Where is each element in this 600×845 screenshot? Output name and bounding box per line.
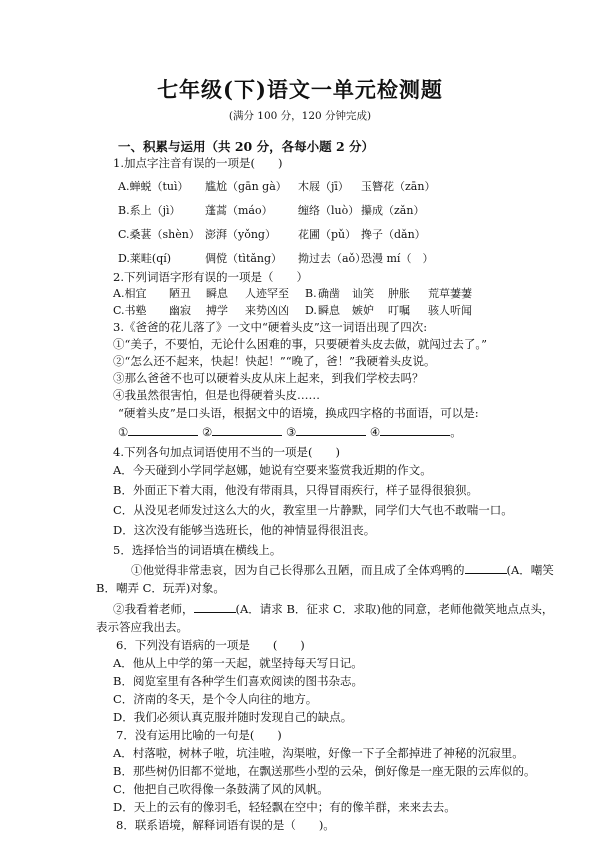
blank-label: ③ bbox=[285, 425, 297, 439]
q2-word: 瞬息 bbox=[206, 287, 228, 300]
q1-option-c-4: 搀子（dǎn） bbox=[361, 228, 426, 241]
q4-option-a: A．今天碰到小学同学赵娜，她说有空要来鉴赏我近期的作文。 bbox=[113, 463, 432, 477]
q4-option-b: B．外面正下着大雨，他没有带雨具，只得冒雨疾行，样子显得很狼狈。 bbox=[113, 483, 478, 497]
q1-option-b-4: 攥成（zǎn） bbox=[361, 204, 425, 217]
q8-stem: 8．联系语境，解释词语有误的是（ )。 bbox=[116, 818, 335, 832]
q1-option-c-2: 澎湃（yǒng） bbox=[205, 228, 276, 241]
q1-stem: 1.加点字注音有误的一项是( ) bbox=[113, 156, 283, 170]
q7-option-b: B．那些树仍旧都不觉地，在飘送那些小型的云朵，倒好像是一座无限的云库似的。 bbox=[113, 764, 536, 778]
q2-word: 搏学 bbox=[206, 304, 228, 317]
q5-sentence-2-cont: 表示答应我出去。 bbox=[96, 620, 188, 634]
q4-stem: 4.下列各句加点词语使用不当的一项是( ) bbox=[113, 445, 340, 459]
answer-blank[interactable] bbox=[194, 601, 236, 613]
section-heading: 一、积累与运用（共 20 分，各每小题 2 分） bbox=[118, 139, 375, 154]
q2-word: 陋丑 bbox=[169, 287, 191, 300]
q5-s2-text: ②我看着老师， bbox=[113, 602, 194, 616]
q5-sentence-1-cont: B．嘲弄 C．玩弄)对象。 bbox=[96, 581, 225, 595]
page-subtitle: (满分 100 分，120 分钟完成) bbox=[228, 110, 372, 122]
q7-option-d: D．天上的云有的像羽毛，轻轻飘在空中；有的像羊群，来来去去。 bbox=[113, 800, 456, 814]
q3-stem: 3.《爸爸的花儿落了》一文中“硬着头皮”这一词语出现了四次: bbox=[113, 320, 428, 334]
q2-word: 幽寂 bbox=[169, 304, 191, 317]
q3-end: 。 bbox=[450, 425, 462, 439]
q2-word: 来势凶凶 bbox=[245, 304, 289, 317]
q1-option-a-2: 尴尬（gān gà） bbox=[205, 180, 287, 193]
q1-option-a-3: 木屐（jī） bbox=[298, 180, 349, 193]
q1-option-d-3: 拗过去（aǒ） bbox=[298, 252, 367, 265]
q6-option-b: B．阅览室里有各种学生们喜欢阅读的图书杂志。 bbox=[113, 674, 363, 688]
answer-blank[interactable] bbox=[296, 424, 366, 436]
answer-blank[interactable] bbox=[212, 424, 282, 436]
q2-word: 嫉妒 bbox=[352, 304, 374, 317]
q2-word: 肿胀 bbox=[388, 287, 410, 300]
q6-stem: 6．下列没有语病的一项是 ( ) bbox=[116, 638, 305, 652]
q1-option-a-1: A.蝉蜕（tuì） bbox=[118, 180, 189, 193]
q3-item: ①“美子，不要怕，无论什么困难的事，只要硬着头皮去做，就闯过去了。” bbox=[113, 337, 488, 351]
q1-option-c-1: C.桑葚（shèn） bbox=[118, 228, 200, 241]
answer-blank[interactable] bbox=[465, 562, 507, 574]
q2-stem: 2.下列词语字形有误的一项是（ ） bbox=[113, 270, 308, 284]
page-title: 七年级(下)语文一单元检测题 bbox=[157, 77, 443, 102]
q1-option-b-3: 缠络（luò） bbox=[298, 204, 360, 217]
q4-option-c: C．从没见老师发过这么大的火，教室里一片静默，同学们大气也不敢喘一口。 bbox=[113, 503, 513, 517]
q2-word: B. bbox=[305, 287, 317, 300]
q2-word: D. bbox=[305, 304, 317, 317]
q1-option-d-4: 恐漫 mí（ ） bbox=[361, 252, 434, 265]
q1-option-a-4: 玉簪花（zān） bbox=[361, 180, 436, 193]
q2-word: 荒草萋萋 bbox=[428, 287, 472, 300]
q2-word: 叮嘱 bbox=[388, 304, 410, 317]
q2-word: 讪笑 bbox=[352, 287, 374, 300]
q4-option-d: D．这次没有能够当选班长，他的神情显得很沮丧。 bbox=[113, 523, 376, 537]
q1-option-b-2: 蓬蒿（máo） bbox=[205, 204, 273, 217]
q7-option-c: C．他把自己吹得像一条鼓满了风的风帆。 bbox=[113, 782, 329, 796]
q7-option-a: A．村落啦，树林子啦，坑洼啦，沟渠啦，好像一下子全都掉进了神秘的沉寂里。 bbox=[113, 746, 524, 760]
q2-word: 骇人听闻 bbox=[428, 304, 472, 317]
q1-option-c-3: 花圃（pǔ） bbox=[298, 228, 357, 241]
q6-option-c: C．济南的冬天，是个令人向往的地方。 bbox=[113, 692, 318, 706]
q3-blanks bbox=[118, 424, 462, 439]
q5-sentence-1 bbox=[131, 562, 554, 577]
q2-word: 瞬息 bbox=[318, 304, 340, 317]
q7-stem: 7．没有运用比喻的一句是( ) bbox=[116, 728, 282, 742]
q1-option-d-1: D.莱畦(qí) bbox=[118, 252, 172, 265]
q6-option-a: A．他从上中学的第一天起，就坚持每天写日记。 bbox=[113, 656, 363, 670]
blank-label: ④ bbox=[369, 425, 381, 439]
blank-label: ① bbox=[118, 425, 129, 439]
q1-option-d-2: 倜傥（tìtǎng） bbox=[205, 252, 283, 265]
q5-sentence-2 bbox=[113, 601, 553, 616]
q3-item: ④我虽然很害怕，但是也得硬着头皮…… bbox=[113, 388, 320, 402]
blank-label: ② bbox=[201, 425, 213, 439]
q3-item: ②“怎么还不起来，快起！快起！”“晚了，爸！”我硬着头皮说。 bbox=[113, 354, 436, 368]
q5-s2-choices: (A．请求 B．征求 C．求取)他的同意，老师他微笑地点点头， bbox=[235, 602, 554, 616]
answer-blank[interactable] bbox=[128, 424, 198, 436]
q3-item: ③那么爸爸不也可以硬着头皮从床上起来，到我们学校去吗？ bbox=[113, 371, 424, 385]
q5-s1-choices: (A．嘲笑 bbox=[506, 563, 554, 577]
q6-option-d: D．我们必须认真克服并随时发现自己的缺点。 bbox=[113, 710, 353, 724]
q2-word: 人迹罕至 bbox=[245, 287, 289, 300]
q5-stem: 5．选择恰当的词语填在横线上。 bbox=[113, 543, 282, 557]
q5-s1-text: ①他觉得非常恚哀，因为自己长得那么丑陋，而且成了全体鸡鸭的 bbox=[131, 563, 465, 577]
q2-word: A.相宜 bbox=[113, 287, 147, 300]
q2-word: C.书塾 bbox=[113, 304, 147, 317]
q1-option-b-1: B.系上（jì） bbox=[118, 204, 181, 217]
q2-word: 确凿 bbox=[318, 287, 340, 300]
answer-blank[interactable] bbox=[380, 424, 450, 436]
q3-ask: “硬着头皮”是口头语，根据文中的语境，换成四字格的书面语，可以是: bbox=[118, 406, 479, 420]
